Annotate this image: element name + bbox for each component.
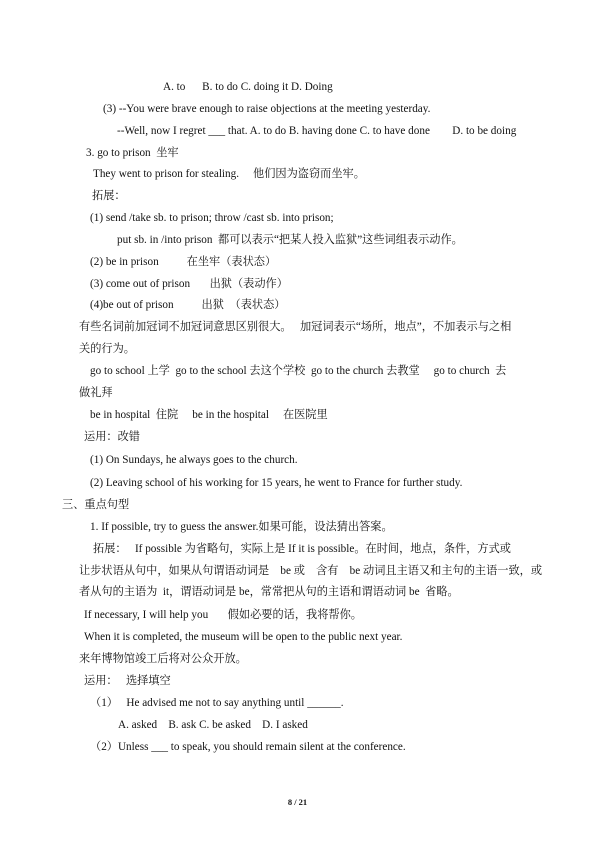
line-28: 运用： 选择填空 [84, 675, 171, 687]
line-14: go to school 上学 go to the school 去这个学校 go to the church 去教堂 go to church 去 [90, 365, 507, 377]
line-29: （1） He advised me not to say anything until ______. [90, 697, 344, 709]
line-15: 做礼拜 [79, 387, 113, 399]
line-23: 让步状语从句中，如果从句谓语动词是 be 或 含有 be 动词且主语又和主句的主语一致，或 [79, 565, 543, 577]
page-number: 8 / 21 [287, 797, 308, 807]
line-5: They went to prison for stealing. 他们因为盗窃而坐牢。 [93, 168, 365, 180]
line-18: (1) On Sundays, he always goes to the church. [90, 454, 298, 466]
line-27: 来年博物馆竣工后将对公众开放。 [79, 653, 247, 665]
line-30: A. asked B. ask C. be asked D. I asked [118, 719, 308, 731]
line-8: put sb. in /into prison 都可以表示“把某人投入监狱”这些词组表示动作。 [117, 234, 463, 246]
line-2: (3) --You were brave enough to raise objections at the meeting yesterday. [103, 103, 431, 115]
line-19: (2) Leaving school of his working for 15 years, he went to France for further study. [90, 477, 463, 489]
line-11: (4)be out of prison 出狱 （表状态） [90, 299, 286, 311]
line-17: 运用：改错 [84, 431, 140, 443]
line-31: （2）Unless ___ to speak, you should remain silent at the conference. [90, 741, 406, 753]
line-25: If necessary, I will help you 假如必要的话，我将帮你。 [84, 609, 362, 621]
line-13: 关的行为。 [79, 343, 135, 355]
line-21: 1. If possible, try to guess the answer.如果可能，设法猜出答案。 [90, 521, 393, 533]
line-6: 拓展： [92, 190, 126, 202]
line-26: When it is completed, the museum will be open to the public next year. [84, 631, 403, 643]
line-9: (2) be in prison 在坐牢（表状态） [90, 256, 277, 268]
line-3: --Well, now I regret ___ that. A. to do B. having done C. to have done D. to be doing [117, 125, 517, 137]
line-4: 3. go to prison 坐牢 [86, 147, 179, 159]
line-12: 有些名词前加冠词不加冠词意思区别很大。 加冠词表示“场所，地点”，不加表示与之相 [79, 321, 512, 333]
line-7: (1) send /take sb. to prison; throw /cast sb. into prison; [90, 212, 334, 224]
section-heading: 三、重点句型 [62, 499, 130, 511]
line-10: (3) come out of prison 出狱（表动作） [90, 278, 288, 290]
line-16: be in hospital 住院 be in the hospital 在医院里 [90, 409, 328, 421]
line-24: 者从句的主语为 it，谓语动词是 be，常常把从句的主语和谓语动词 be 省略。 [79, 586, 459, 598]
line-22: 拓展： If possible 为省略句，实际上是 If it is possible。在时间，地点，条件，方式或 [93, 543, 511, 555]
line-1: A. to B. to do C. doing it D. Doing [163, 81, 333, 93]
